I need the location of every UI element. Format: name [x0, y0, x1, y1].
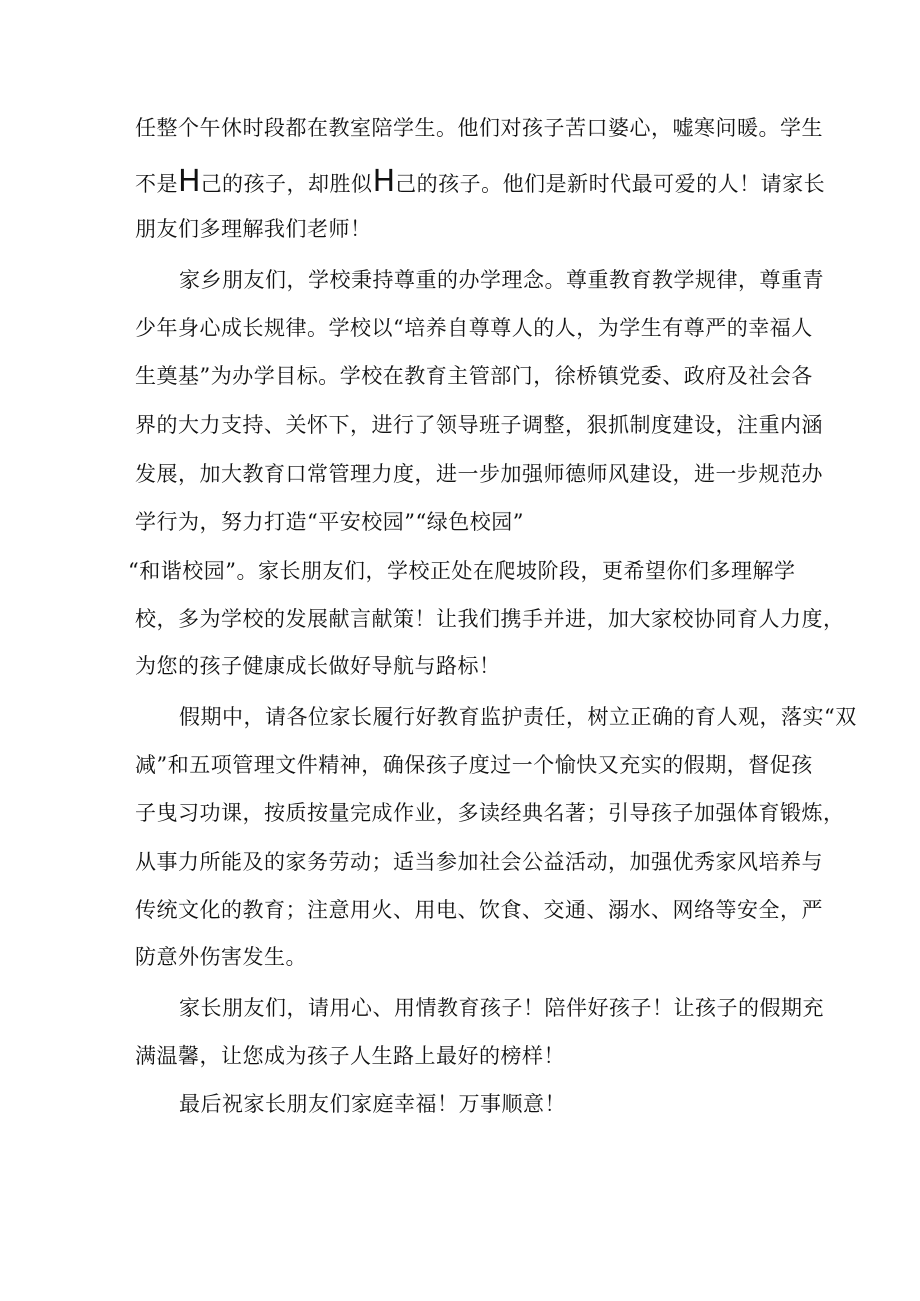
- paragraph-3-line-5: 传统文化的教育；注意用火、用电、饮食、交通、溺水、网络等安全，严: [135, 898, 823, 922]
- paragraph-4-line-1: 家长朋友们，请用心、用情教育孩子！陪伴好孩子！让孩子的假期充: [179, 996, 824, 1020]
- paragraph-2-line-6: 学行为，努力打造“平安校园”“绿色校园”: [135, 510, 524, 534]
- paragraph-2-line-7: “和谐校园”。家长朋友们，学校正处在爬坡阶段，更希望你们多理解学: [128, 559, 796, 583]
- ocr-glyph-h: H: [372, 164, 396, 199]
- text-segment: 己的孩子。他们是新时代最可爱的人！请家长: [395, 172, 826, 196]
- paragraph-2-line-8: 校，多为学校的发展献言献策！让我们携手并进，加大家校协同育人力度，: [135, 607, 845, 631]
- text-segment: 不是: [135, 172, 178, 196]
- text-segment: 己的孩子，却胜似: [200, 172, 373, 196]
- paragraph-2-line-4: 界的大力支持、关怀下，进行了领导班子调整，狠抓制度建设，注重内涵: [135, 413, 823, 437]
- ocr-glyph-h: H: [178, 164, 201, 199]
- paragraph-1-line-2: [135, 164, 826, 199]
- paragraph-1-line-3: 朋友们多理解我们老师！: [135, 217, 372, 241]
- paragraph-5-line-1: 最后祝家长朋友们家庭幸福！万事顺意！: [179, 1092, 566, 1116]
- paragraph-2-line-9: 为您的孩子健康成长做好导航与路标！: [135, 654, 501, 678]
- paragraph-2-line-5: 发展，加大教育口常管理力度，进一步加强师德师风建设，进一步规范办: [135, 462, 823, 486]
- paragraph-3-line-6: 防意外伤害发生。: [135, 945, 307, 969]
- paragraph-3-line-1: 假期中，请各位家长履行好教育监护责任，树立正确的育人观，落实“双: [179, 705, 857, 729]
- paragraph-2-line-1: 家乡朋友们，学校秉持尊重的办学理念。尊重教育教学规律，尊重青: [179, 268, 824, 292]
- paragraph-3-line-4: 从事力所能及的家务劳动；适当参加社会公益活动，加强优秀家风培养与: [135, 850, 823, 874]
- paragraph-3-line-3: 子曳习功课，按质按量完成作业，多读经典名著；引导孩子加强体育锻炼，: [135, 801, 845, 825]
- paragraph-3-line-2: 减”和五项管理文件精神，确保孩子度过一个愉快又充实的假期，督促孩: [135, 753, 813, 777]
- paragraph-1-line-1: 任整个午休时段都在教室陪学生。他们对孩子苦口婆心，嘘寒问暖。学生: [135, 116, 823, 140]
- paragraph-4-line-2: 满温馨，让您成为孩子人生路上最好的榜样！: [135, 1044, 565, 1068]
- paragraph-2-line-2: 少年身心成长规律。学校以“培养自尊尊人的人，为学生有尊严的幸福人: [135, 316, 813, 340]
- paragraph-2-line-3: 生奠基”为办学目标。学校在教育主管部门，徐桥镇党委、政府及社会各: [135, 364, 813, 388]
